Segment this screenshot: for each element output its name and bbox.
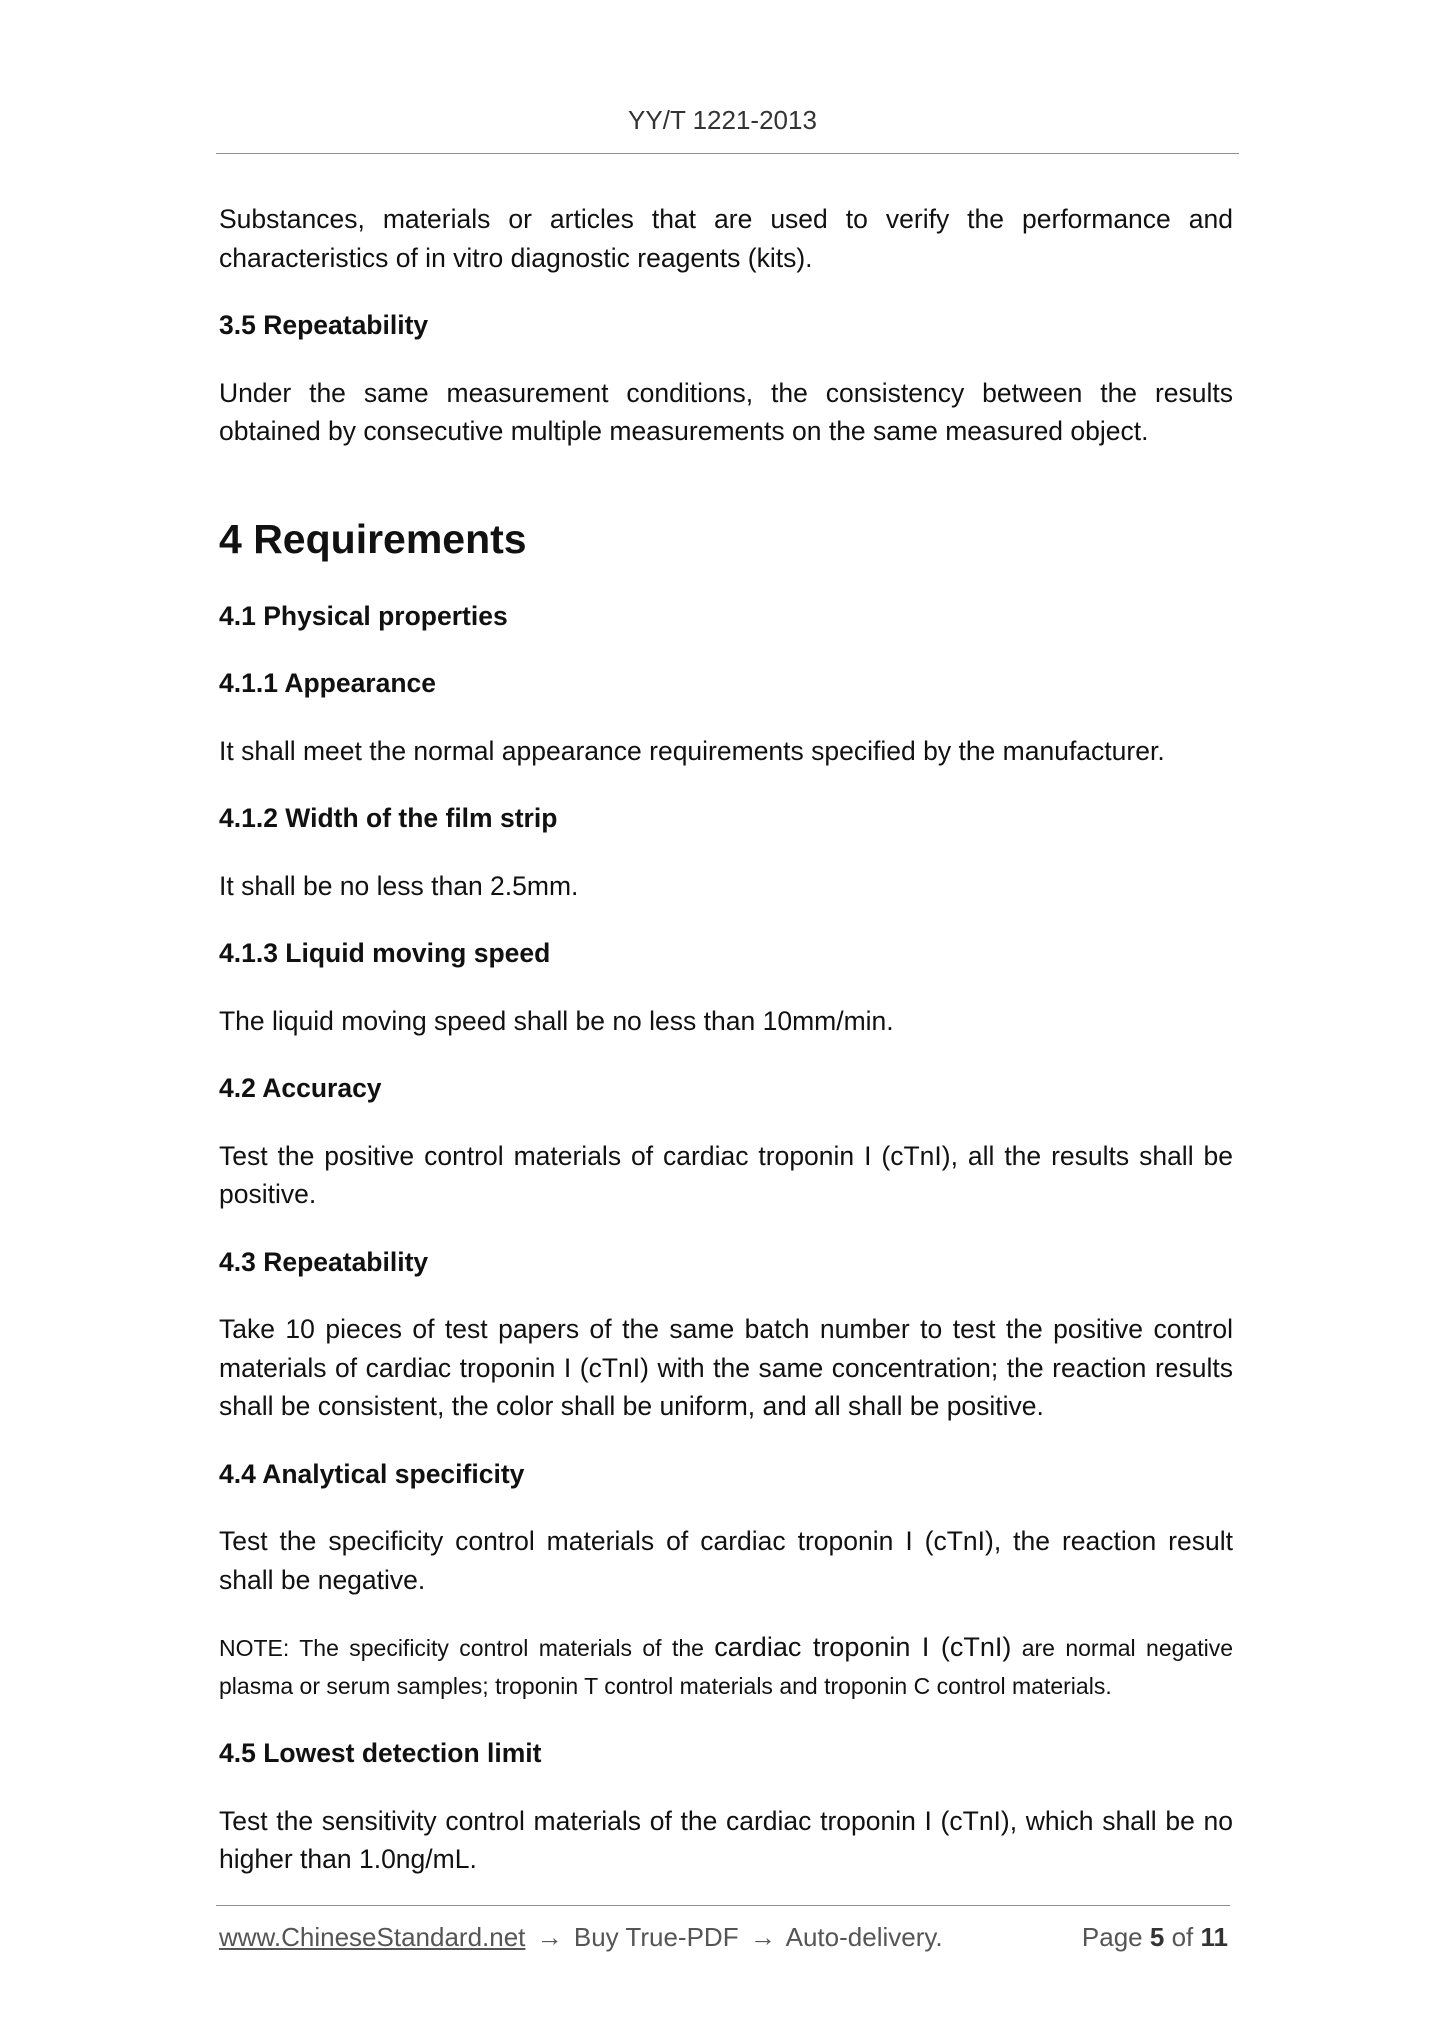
heading-3-5: 3.5 Repeatability — [219, 310, 429, 340]
paragraph-3-5: Under the same measurement conditions, the consistency between the results obtained by consecutive multiple measurements on the same measured object. — [219, 377, 1233, 446]
current-page-number: 5 — [1149, 1922, 1165, 1952]
paragraph-4-1-2: It shall be no less than 2.5mm. — [219, 870, 579, 901]
paragraph-3-4-continued: Substances, materials or articles that are used to verify the performance and characteristics of in vitro diagnostic reagents (kits). — [219, 204, 1233, 273]
heading-4-1: 4.1 Physical properties — [219, 600, 508, 631]
arrow-right-icon: → — [749, 1922, 776, 1952]
total-pages-number: 11 — [1200, 1922, 1228, 1952]
header-divider — [216, 153, 1239, 154]
auto-delivery-text: Auto-delivery. — [785, 1922, 943, 1952]
page-label: Page — [1081, 1922, 1143, 1952]
footer-divider — [216, 1905, 1230, 1906]
heading-4-1-2: 4.1.2 Width of the film strip — [219, 803, 558, 833]
page-indicator — [1082, 1917, 1228, 1957]
note-text-end: are normal negative plasma or serum samples; troponin T control materials and troponin C control materials. — [219, 1635, 1233, 1699]
heading-4-1-3: 4.1.3 Liquid moving speed — [219, 938, 551, 968]
heading-4-5: 4.5 Lowest detection limit — [219, 1738, 542, 1768]
heading-4-2: 4.2 Accuracy — [219, 1073, 382, 1103]
paragraph-4-2: Test the positive control materials of cardiac troponin I (cTnI), all the results shall be positive. — [219, 1140, 1233, 1209]
paragraph-4-1-1: It shall meet the normal appearance requirements specified by the manufacturer. — [219, 735, 1165, 766]
buy-true-pdf-text: Buy True-PDF — [573, 1922, 739, 1952]
note-text-analyte: cardiac troponin I (cTnI) — [714, 1632, 1012, 1662]
heading-4-4: 4.4 Analytical specificity — [219, 1458, 525, 1489]
heading-4-1-1: 4.1.1 Appearance — [219, 668, 437, 698]
of-label: of — [1171, 1922, 1194, 1952]
heading-4-3: 4.3 Repeatability — [219, 1246, 429, 1277]
paragraph-4-1-3: The liquid moving speed shall be no less than 10mm/min. — [219, 1005, 894, 1036]
paragraph-4-3: Take 10 pieces of test papers of the same batch number to test the positive control materials of cardiac troponin I (cTnI) with the same concentration; the reaction results shall be consistent, the color shall be uniform, and all shall be positive. — [219, 1314, 1233, 1421]
paragraph-4-5: Test the sensitivity control materials of the cardiac troponin I (cTnI), which shall be no higher than 1.0ng/mL. — [219, 1805, 1233, 1874]
website-link[interactable]: www.ChineseStandard.net — [219, 1922, 526, 1952]
note-text-start: NOTE: The specificity control materials of the — [219, 1635, 715, 1661]
heading-4: 4 Requirements — [219, 515, 527, 562]
document-body — [219, 200, 1233, 1908]
footer — [219, 1917, 1230, 1957]
paragraph-4-4: Test the specificity control materials of cardiac troponin I (cTnI), the reaction result shall be negative. — [219, 1526, 1233, 1595]
header-title: YY/T 1221-2013 — [628, 105, 817, 135]
note-4-4 — [219, 1628, 1233, 1705]
arrow-right-icon: → — [536, 1922, 563, 1952]
